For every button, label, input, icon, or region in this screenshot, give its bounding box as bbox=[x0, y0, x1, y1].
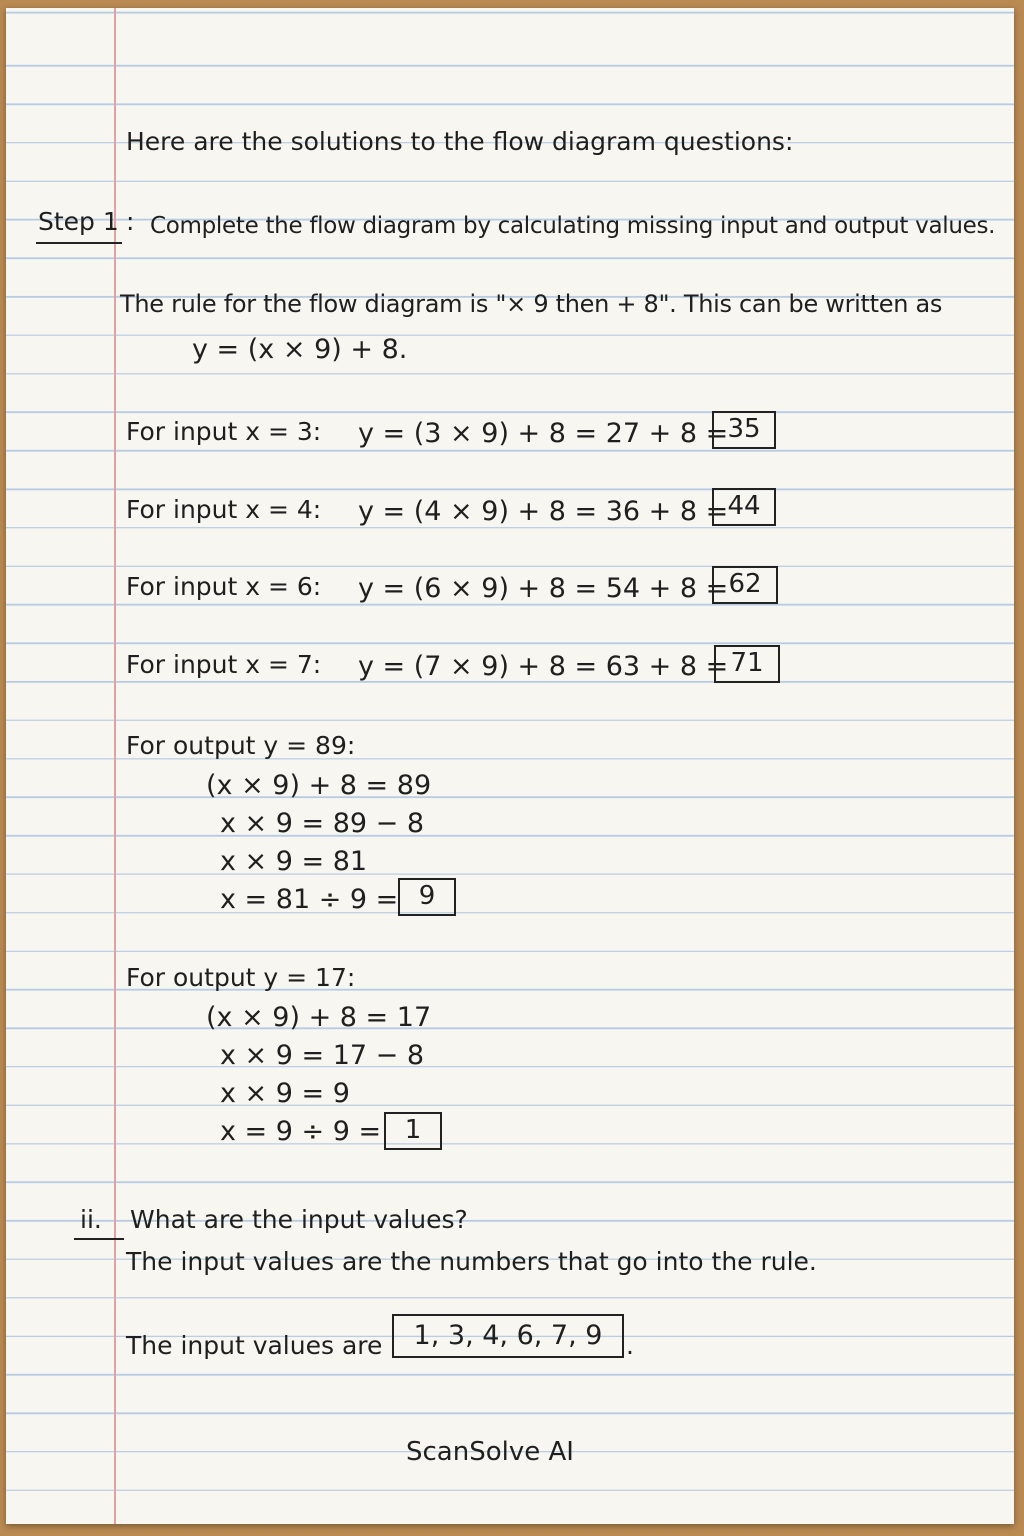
input-values-box: 1, 3, 4, 6, 7, 9 bbox=[392, 1314, 624, 1358]
working-line: (x × 9) + 8 = 89 bbox=[206, 770, 432, 801]
input-label: For input x = 6: bbox=[126, 572, 322, 601]
answer-box: 1 bbox=[384, 1112, 442, 1150]
answer-box: 71 bbox=[714, 645, 780, 683]
working-line: (x × 9) + 8 = 17 bbox=[206, 1002, 432, 1033]
working-line: x = 81 ÷ 9 = bbox=[220, 884, 399, 915]
answer-box: 9 bbox=[398, 878, 456, 916]
part-ii-answer-prefix: The input values are bbox=[126, 1331, 383, 1360]
answer-box: 44 bbox=[712, 488, 776, 526]
part-ii-question: What are the input values? bbox=[130, 1205, 468, 1234]
notebook-page bbox=[6, 8, 1014, 1524]
answer-box: 62 bbox=[712, 566, 778, 604]
working-line: x × 9 = 9 bbox=[220, 1078, 350, 1109]
step1-underline bbox=[36, 242, 122, 244]
footer-brand: ScanSolve AI bbox=[406, 1437, 574, 1467]
working-line: x = 9 ÷ 9 = bbox=[220, 1116, 382, 1147]
output-label: For output y = 17: bbox=[126, 963, 356, 992]
working-line: x × 9 = 89 − 8 bbox=[220, 808, 425, 839]
working-line: x × 9 = 17 − 8 bbox=[220, 1040, 425, 1071]
input-label: For input x = 7: bbox=[126, 650, 322, 679]
input-equation: y = (4 × 9) + 8 = 36 + 8 = bbox=[358, 496, 729, 527]
part-ii-underline bbox=[74, 1238, 124, 1240]
answer-box: 35 bbox=[712, 411, 776, 449]
input-label: For input x = 3: bbox=[126, 417, 322, 446]
part-ii-label: ii. bbox=[80, 1205, 102, 1234]
input-equation: y = (6 × 9) + 8 = 54 + 8 = bbox=[358, 573, 729, 604]
input-equation: y = (3 × 9) + 8 = 27 + 8 = bbox=[358, 418, 729, 449]
answer-period: . bbox=[626, 1331, 634, 1360]
working-line: x × 9 = 81 bbox=[220, 846, 368, 877]
rule-equation: y = (x × 9) + 8. bbox=[192, 334, 408, 365]
input-equation: y = (7 × 9) + 8 = 63 + 8 = bbox=[358, 651, 729, 682]
step1-colon: : bbox=[126, 207, 135, 236]
step1-instruction: Complete the flow diagram by calculating missing input and output values. bbox=[150, 213, 996, 239]
page-heading: Here are the solutions to the flow diagram questions: bbox=[126, 127, 794, 156]
step1-label: Step 1 bbox=[38, 207, 119, 236]
output-label: For output y = 89: bbox=[126, 731, 356, 760]
input-label: For input x = 4: bbox=[126, 495, 322, 524]
part-ii-explanation: The input values are the numbers that go into the rule. bbox=[126, 1247, 817, 1276]
rule-line-1: The rule for the flow diagram is "× 9 then + 8". This can be written as bbox=[120, 290, 943, 318]
